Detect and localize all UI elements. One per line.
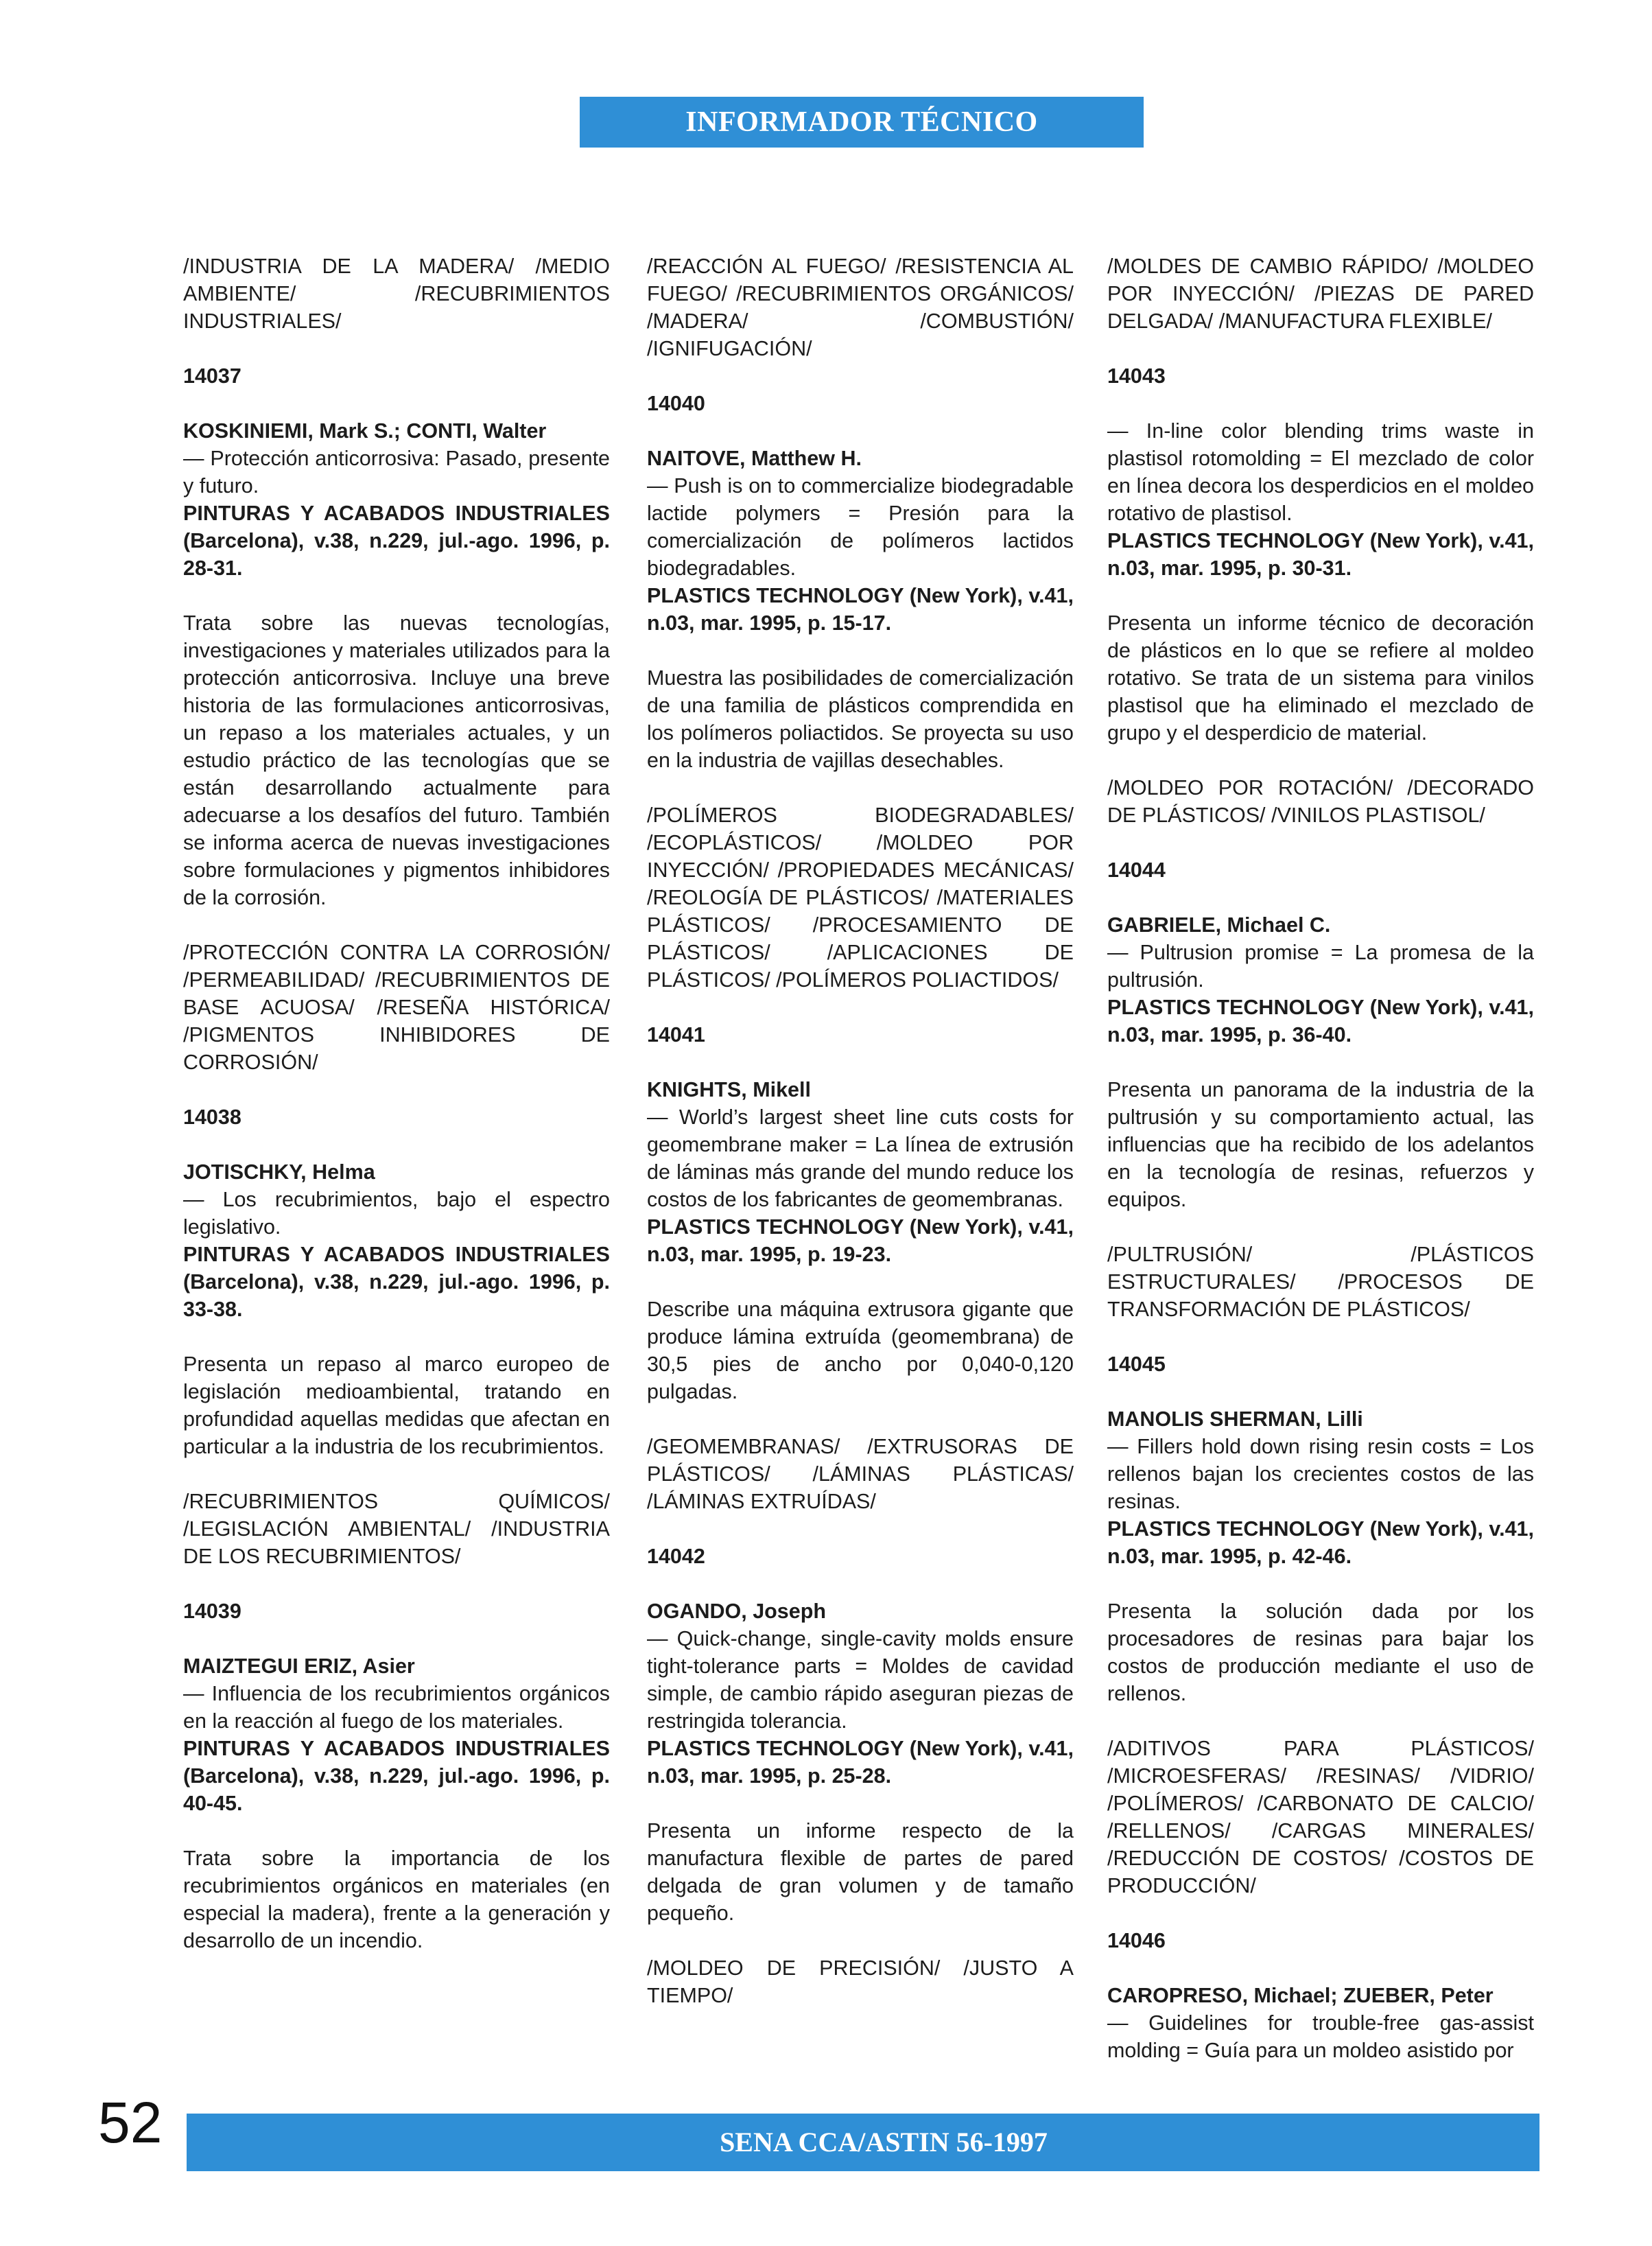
record-author: GABRIELE, Michael C. — [1107, 913, 1331, 937]
record-source: PLASTICS TECHNOLOGY (New York), v.41, n.03, mar. 1995, p. 30-31. — [1107, 529, 1534, 580]
record-abstract: Presenta un repaso al marco europeo de legislación medioambiental, tratando en profundidad aquellas medidas que afectan en particular a la industria de los recubrimientos. — [183, 1353, 610, 1458]
keywords: /INDUSTRIA DE LA MADERA/ /MEDIO AMBIENTE/ /RECUBRIMIENTOS INDUSTRIALES/ — [183, 255, 610, 333]
record-source: PLASTICS TECHNOLOGY (New York), v.41, n.03, mar. 1995, p. 42-46. — [1107, 1517, 1534, 1568]
citation — [183, 1158, 610, 1323]
keywords: /MOLDES DE CAMBIO RÁPIDO/ /MOLDEO POR INYECCIÓN/ /PIEZAS DE PARED DELGADA/ /MANUFACTURA FLEXIBLE/ — [1107, 255, 1534, 333]
record-title: — Pultrusion promise = La promesa de la pultrusión. — [1107, 941, 1534, 992]
keywords: /MOLDEO DE PRECISIÓN/ /JUSTO A TIEMPO/ — [647, 1956, 1074, 2007]
record-source: PLASTICS TECHNOLOGY (New York), v.41, n.03, mar. 1995, p. 36-40. — [1107, 996, 1534, 1046]
section-title: INFORMADOR TÉCNICO — [685, 106, 1038, 138]
citation — [647, 445, 1074, 637]
text-column-3 — [1107, 253, 1534, 2092]
record-abstract: Trata sobre las nuevas tecnologías, investigaciones y materiales utilizados para la protección anticorrosiva. Incluye una breve historia de las formulaciones anticorrosivas, un repaso a los materiales actuales, y un estudio práctico de las tecnologías que se están desarrollando actualmente para adecuarse a los desafíos del futuro. También se informa acerca de nuevas investigaciones sobre formulaciones y pigmentos inhibidores de la corrosión. — [183, 611, 610, 909]
record-number: 14042 — [647, 1545, 705, 1568]
record-number: 14038 — [183, 1106, 241, 1129]
keywords: /GEOMEMBRANAS/ /EXTRUSORAS DE PLÁSTICOS/ /LÁMINAS PLÁSTICAS/ /LÁMINAS EXTRUÍDAS/ — [647, 1435, 1074, 1513]
record-number: 14045 — [1107, 1353, 1166, 1376]
record-abstract: Presenta un informe técnico de decoración de plásticos en lo que se refiere al moldeo rotativo. Se trata de un sistema para vinilos plastisol que ha eliminado el mezclado de grupo y el desperdicio de material. — [1107, 611, 1534, 745]
keywords: /PROTECCIÓN CONTRA LA CORROSIÓN/ /PERMEABILIDAD/ /RECUBRIMIENTOS DE BASE ACUOSA/ /RESEÑA HISTÓRICA/ /PIGMENTOS INHIBIDORES DE CORROSIÓN/ — [183, 941, 610, 1074]
record-number: 14037 — [183, 364, 241, 388]
record-title: — Protección anticorrosiva: Pasado, presente y futuro. — [183, 447, 610, 498]
record-abstract: Presenta un panorama de la industria de la pultrusión y su comportamiento actual, las influencias que ha recibido de los adelantos en la tecnología de resinas, refuerzos y equipos. — [1107, 1078, 1534, 1211]
record-title: — Los recubrimientos, bajo el espectro legislativo. — [183, 1188, 610, 1239]
keywords: /RECUBRIMIENTOS QUÍMICOS/ /LEGISLACIÓN AMBIENTAL/ /INDUSTRIA DE LOS RECUBRIMIENTOS/ — [183, 1490, 610, 1568]
citation — [183, 417, 610, 582]
record-source: PLASTICS TECHNOLOGY (New York), v.41, n.03, mar. 1995, p. 15-17. — [647, 584, 1074, 635]
record-title: — World’s largest sheet line cuts costs for geomembrane maker = La línea de extrusión de láminas más grande del mundo reduce los costos de los fabricantes de geomembranas. — [647, 1106, 1074, 1211]
record-abstract: Presenta la solución dada por los procesadores de resinas para bajar los costos de producción mediante el uso de rellenos. — [1107, 1600, 1534, 1705]
keywords: /POLÍMEROS BIODEGRADABLES/ /ECOPLÁSTICOS/ /MOLDEO POR INYECCIÓN/ /PROPIEDADES MECÁNICAS/ /REOLOGÍA DE PLÁSTICOS/ /MATERIALES PLÁSTICOS/ /PROCESAMIENTO DE PLÁSTICOS/ /APLICACIONES DE PLÁSTICOS/ /POLÍMEROS POLIACTIDOS/ — [647, 804, 1074, 992]
record-title: — Fillers hold down rising resin costs = Los rellenos bajan los crecientes costos de las resinas. — [1107, 1435, 1534, 1513]
record-author: KNIGHTS, Mikell — [647, 1078, 811, 1101]
record-author: JOTISCHKY, Helma — [183, 1160, 375, 1184]
record-number: 14039 — [183, 1600, 241, 1623]
page-number: 52 — [98, 2090, 163, 2155]
record-number: 14041 — [647, 1023, 705, 1046]
keywords: /MOLDEO POR ROTACIÓN/ /DECORADO DE PLÁSTICOS/ /VINILOS PLASTISOL/ — [1107, 776, 1534, 827]
record-source: PINTURAS Y ACABADOS INDUSTRIALES (Barcelona), v.38, n.229, jul.-ago. 1996, p. 33-38. — [183, 1243, 610, 1321]
record-number: 14044 — [1107, 858, 1166, 882]
citation — [1107, 1405, 1534, 1570]
record-author: MAIZTEGUI ERIZ, Asier — [183, 1654, 415, 1678]
record-number: 14040 — [647, 392, 705, 415]
record-number: 14046 — [1107, 1929, 1166, 1952]
record-source: PINTURAS Y ACABADOS INDUSTRIALES (Barcelona), v.38, n.229, jul.-ago. 1996, p. 40-45. — [183, 1737, 610, 1815]
record-abstract: Trata sobre la importancia de los recubrimientos orgánicos en materiales (en especial la madera), frente a la generación y desarrollo de un incendio. — [183, 1847, 610, 1952]
record-author: NAITOVE, Matthew H. — [647, 447, 862, 470]
record-title: — In-line color blending trims waste in plastisol rotomolding = El mezclado de color en línea decora los desperdicios en el moldeo rotativo de plastisol. — [1107, 419, 1534, 525]
citation — [647, 1598, 1074, 1790]
citation — [1107, 911, 1534, 1049]
record-author: CAROPRESO, Michael; ZUEBER, Peter — [1107, 1984, 1494, 2007]
record-author: OGANDO, Joseph — [647, 1600, 826, 1623]
record-author: KOSKINIEMI, Mark S.; CONTI, Walter — [183, 419, 547, 443]
record-number: 14043 — [1107, 364, 1166, 388]
citation — [647, 1076, 1074, 1268]
record-source: PINTURAS Y ACABADOS INDUSTRIALES (Barcelona), v.38, n.229, jul.-ago. 1996, p. 28-31. — [183, 502, 610, 580]
keywords: /REACCIÓN AL FUEGO/ /RESISTENCIA AL FUEGO/ /RECUBRIMIENTOS ORGÁNICOS/ /MADERA/ /COMBUSTIÓN/ /IGNIFUGACIÓN/ — [647, 255, 1074, 360]
record-title: — Quick-change, single-cavity molds ensure tight-tolerance parts = Moldes de cavidad simple, de cambio rápido aseguran piezas de restringida tolerancia. — [647, 1627, 1074, 1733]
record-source: PLASTICS TECHNOLOGY (New York), v.41, n.03, mar. 1995, p. 19-23. — [647, 1215, 1074, 1266]
text-column-2 — [647, 253, 1074, 2037]
keywords: /ADITIVOS PARA PLÁSTICOS/ /MICROESFERAS/ /RESINAS/ /VIDRIO/ /POLÍMEROS/ /CARBONATO DE CALCIO/ /RELLENOS/ /CARGAS MINERALES/ /REDUCCIÓN DE COSTOS/ /COSTOS DE PRODUCCIÓN/ — [1107, 1737, 1534, 1897]
publication-label: SENA CCA/ASTIN 56-1997 — [720, 2127, 1048, 2157]
citation — [183, 1652, 610, 1817]
record-author: MANOLIS SHERMAN, Lilli — [1107, 1407, 1363, 1431]
citation — [1107, 417, 1534, 582]
keywords: /PULTRUSIÓN/ /PLÁSTICOS ESTRUCTURALES/ /PROCESOS DE TRANSFORMACIÓN DE PLÁSTICOS/ — [1107, 1243, 1534, 1321]
record-title: — Push is on to commercialize biodegradable lactide polymers = Presión para la comercialización de polímeros lactidos biodegradables. — [647, 474, 1074, 580]
record-abstract: Presenta un informe respecto de la manufactura flexible de partes de pared delgada de gran volumen y de tamaño pequeño. — [647, 1819, 1074, 1925]
record-title: — Guidelines for trouble-free gas-assist molding = Guía para un moldeo asistido por — [1107, 2011, 1534, 2062]
record-abstract: Describe una máquina extrusora gigante que produce lámina extruída (geomembrana) de 30,5 pies de ancho por 0,040-0,120 pulgadas. — [647, 1298, 1074, 1403]
text-column-1 — [183, 253, 610, 1982]
record-title: — Influencia de los recubrimientos orgánicos en la reacción al fuego de los materiales. — [183, 1682, 610, 1733]
citation — [1107, 1982, 1534, 2064]
record-source: PLASTICS TECHNOLOGY (New York), v.41, n.03, mar. 1995, p. 25-28. — [647, 1737, 1074, 1788]
record-abstract: Muestra las posibilidades de comercialización de una familia de plásticos comprendida en los polímeros poliactidos. Se proyecta su uso en la industria de vajillas desechables. — [647, 666, 1074, 772]
section-header-banner — [580, 97, 1144, 148]
